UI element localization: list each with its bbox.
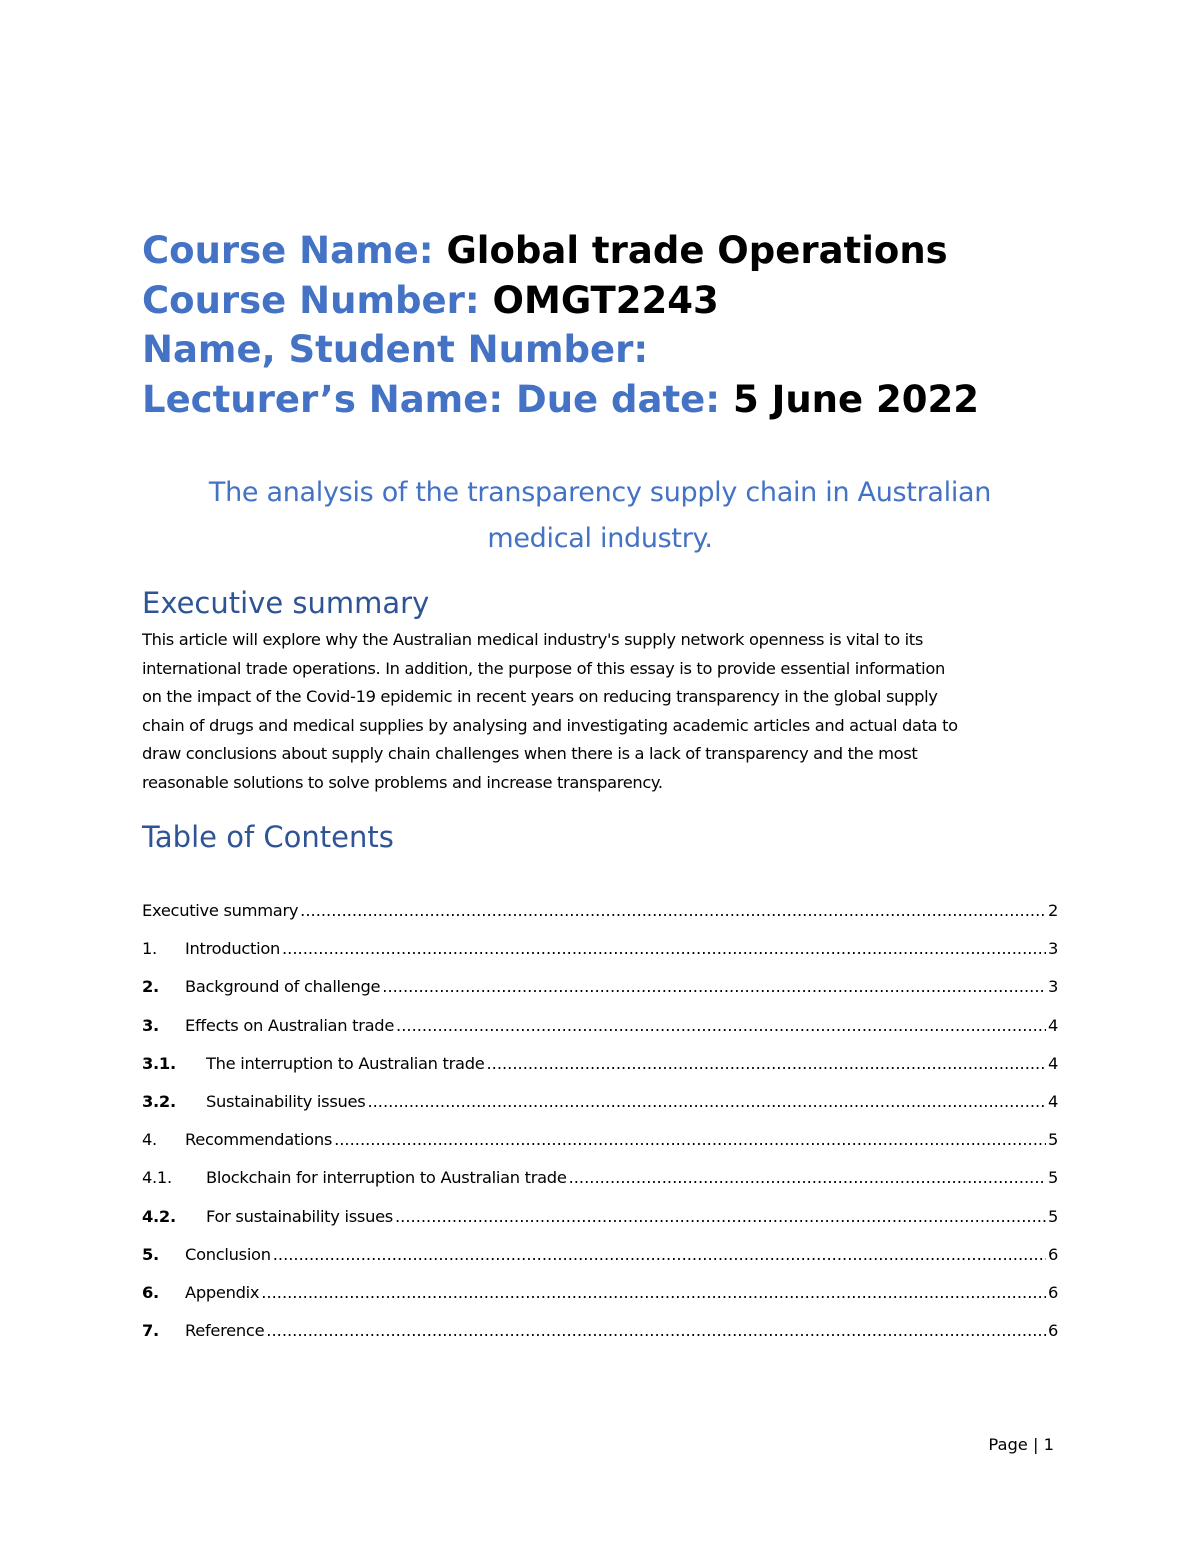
- toc-entry-label: Executive summary: [142, 901, 299, 920]
- toc-dot-leader: [282, 936, 1046, 962]
- summary-line: international trade operations. In addition, the purpose of this essay is to provide essential information: [142, 658, 945, 678]
- toc-entry-recommendations[interactable]: [142, 1127, 1058, 1165]
- toc-entry-number: 3.2.: [142, 1091, 176, 1111]
- toc-entry-effects[interactable]: [142, 1013, 1058, 1051]
- toc-entry-page: 6: [1047, 1244, 1058, 1264]
- toc-entry-number: 3.1.: [142, 1053, 176, 1073]
- course-number-label: Course Number:: [142, 278, 480, 322]
- toc-entry-label: Background of challenge: [185, 977, 381, 997]
- toc-entry-interruption[interactable]: [142, 1051, 1058, 1089]
- toc-entry-page: 4: [1047, 1091, 1058, 1111]
- summary-line: on the impact of the Covid-19 epidemic in recent years on reducing transparency in the global supply: [142, 687, 938, 706]
- toc-entry-label: Reference: [185, 1321, 265, 1341]
- toc-entry-executive-summary[interactable]: [142, 898, 1058, 936]
- toc-dot-leader: [273, 1242, 1046, 1268]
- toc-entry-number: 2.: [142, 977, 159, 997]
- course-number-line: [142, 276, 1102, 326]
- toc-entry-label: Introduction: [185, 939, 280, 959]
- executive-summary-body: [142, 626, 1058, 797]
- toc-entry-for-sustainability[interactable]: [142, 1204, 1058, 1242]
- toc-entry-blockchain[interactable]: [142, 1165, 1058, 1203]
- toc-dot-leader: [266, 1318, 1046, 1344]
- summary-line: chain of drugs and medical supplies by analysing and investigating academic articles and actual data to: [142, 715, 958, 735]
- toc-entry-number: 5.: [142, 1244, 159, 1264]
- due-date-value: 5 June 2022: [732, 377, 979, 421]
- toc-dot-leader: [382, 974, 1046, 1000]
- toc-entry-page: 4: [1047, 1053, 1058, 1073]
- document-title-line-1: The analysis of the transparency supply chain in Australian: [208, 477, 992, 508]
- summary-line: This article will explore why the Australian medical industry's supply network openness is vital to its: [142, 630, 923, 649]
- document-title: [142, 470, 1058, 562]
- student-label: Name, Student Number:: [142, 328, 649, 371]
- toc-entry-page: 6: [1047, 1282, 1058, 1302]
- toc-entry-label: Effects on Australian trade: [185, 1015, 395, 1035]
- toc-dot-leader: [334, 1127, 1046, 1153]
- course-name-label: Course Name:: [142, 229, 434, 272]
- toc-entry-reference[interactable]: [142, 1318, 1058, 1356]
- toc-entry-label: Blockchain for interruption to Australian trade: [206, 1168, 567, 1188]
- toc-entry-page: 3: [1047, 977, 1058, 997]
- toc-entry-background[interactable]: [142, 974, 1058, 1012]
- toc-entry-appendix[interactable]: [142, 1280, 1058, 1318]
- toc-entry-page: 3: [1047, 939, 1058, 959]
- toc-entry-label: For sustainability issues: [206, 1206, 393, 1226]
- toc-entry-number: 4.2.: [142, 1206, 176, 1226]
- summary-line: reasonable solutions to solve problems and increase transparency.: [142, 772, 663, 792]
- executive-summary-heading: Executive summary: [142, 586, 430, 620]
- toc-entry-introduction[interactable]: [142, 936, 1058, 974]
- toc-dot-leader: [395, 1204, 1046, 1230]
- lecturer-line: [142, 375, 1102, 425]
- toc-entry-number: 6.: [142, 1282, 159, 1302]
- toc-entry-label: Sustainability issues: [206, 1091, 366, 1111]
- summary-line: draw conclusions about supply chain challenges when there is a lack of transparency and the most: [142, 744, 918, 763]
- toc-entry-number: 3.: [142, 1015, 159, 1035]
- toc-entry-sustainability[interactable]: [142, 1089, 1058, 1127]
- toc-entry-label: Recommendations: [185, 1130, 333, 1150]
- toc-entry-page: 5: [1047, 1206, 1058, 1226]
- student-line: [142, 325, 1102, 375]
- lecturer-label: Lecturer’s Name: Due date:: [142, 377, 721, 421]
- toc-dot-leader: [396, 1013, 1046, 1039]
- toc-entry-page: 5: [1047, 1130, 1058, 1150]
- toc-entry-label: Conclusion: [185, 1244, 271, 1264]
- toc-dot-leader: [569, 1165, 1046, 1191]
- toc-entry-page: 2: [1047, 901, 1058, 920]
- table-of-contents: [142, 898, 1058, 1356]
- cover-header: [142, 226, 1102, 424]
- document-title-line-2: medical industry.: [487, 523, 713, 554]
- course-name-value: Global trade Operations: [446, 229, 948, 272]
- course-number-value: OMGT2243: [492, 278, 719, 322]
- course-name-line: [142, 226, 1102, 276]
- toc-entry-label: Appendix: [185, 1282, 260, 1302]
- toc-entry-page: 5: [1047, 1168, 1058, 1188]
- toc-dot-leader: [486, 1051, 1045, 1077]
- page-number-footer: Page | 1: [988, 1435, 1054, 1454]
- toc-entry-number: 1.: [142, 939, 157, 959]
- toc-entry-label: The interruption to Australian trade: [206, 1053, 485, 1073]
- toc-entry-conclusion[interactable]: [142, 1242, 1058, 1280]
- toc-dot-leader: [300, 898, 1046, 924]
- toc-dot-leader: [261, 1280, 1046, 1306]
- toc-entry-number: 7.: [142, 1321, 159, 1341]
- toc-entry-page: 6: [1047, 1321, 1058, 1341]
- toc-entry-number: 4.1.: [142, 1168, 172, 1188]
- toc-entry-number: 4.: [142, 1130, 157, 1150]
- toc-heading: Table of Contents: [142, 820, 394, 854]
- toc-entry-page: 4: [1047, 1015, 1058, 1035]
- toc-dot-leader: [367, 1089, 1046, 1115]
